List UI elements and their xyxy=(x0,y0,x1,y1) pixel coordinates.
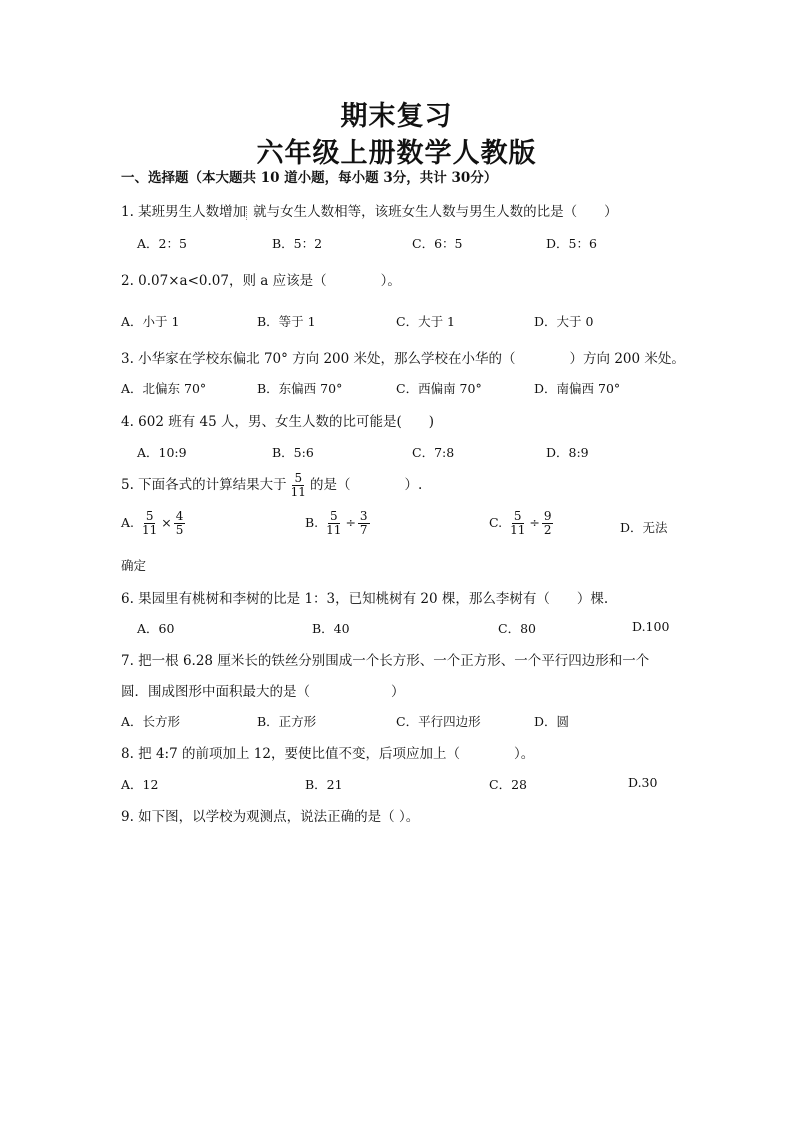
question-5 xyxy=(121,472,422,499)
q6-option-a: A．60 xyxy=(137,621,175,636)
q3-option-c: C．西偏南 70° xyxy=(396,381,482,396)
q8-option-d: D.30 xyxy=(628,775,658,790)
fraction-numerator: 5 xyxy=(329,509,338,523)
question-9: 9. 如下图，以学校为观测点，说法正确的是（ ）。 xyxy=(121,809,420,825)
q2-option-b: B．等于 1 xyxy=(257,314,316,329)
q4-option-d: D．8:9 xyxy=(546,445,589,460)
q3-option-b: B．东偏西 70° xyxy=(257,381,343,396)
question-3: 3. 小华家在学校东偏北 70° 方向 200 米处，那么学校在小华的（ ）方向 200 米处。 xyxy=(121,351,685,367)
question-8: 8. 把 4:7 的前项加上 12，要使比值不变，后项应加上（ ）。 xyxy=(121,746,535,762)
fraction-numerator: 5 xyxy=(145,509,154,523)
fraction-denominator: 2 xyxy=(543,523,552,537)
operator: × xyxy=(161,515,172,530)
q7-option-c: C．平行四边形 xyxy=(396,714,481,729)
q1-option-b: B．5：2 xyxy=(272,236,323,251)
option-label: A. xyxy=(121,515,135,530)
fraction-denominator: 11 xyxy=(326,523,342,537)
fraction-denominator: 7 xyxy=(359,523,368,537)
question-5-text-cont: 的是（ ）. xyxy=(309,477,423,493)
page-title: 期末复习 xyxy=(340,101,453,132)
q8-option-c: C．28 xyxy=(489,777,527,792)
q2-option-a: A．小于 1 xyxy=(121,314,180,329)
fraction-denominator: 11 xyxy=(510,523,526,537)
fraction xyxy=(508,510,527,537)
fraction xyxy=(542,510,554,537)
operator: ÷ xyxy=(529,515,540,530)
q4-option-a: A．10:9 xyxy=(137,445,187,460)
q5-option-c xyxy=(489,510,555,537)
question-1 xyxy=(121,200,618,220)
question-5-text: 5. 下面各式的计算结果大于 xyxy=(121,477,287,493)
q6-option-b: B．40 xyxy=(312,621,350,636)
q1-option-a: A．2：5 xyxy=(137,236,187,251)
question-7: 7. 把一根 6.28 厘米长的铁丝分别围成一个长方形、一个正方形、一个平行四边形和一个 xyxy=(121,653,650,669)
q8-option-a: A．12 xyxy=(121,777,159,792)
question-7-cont: 圆．围成图形中面积最大的是（ ） xyxy=(121,684,405,700)
page-subtitle: 六年级上册数学人教版 xyxy=(256,138,537,169)
q7-option-a: A．长方形 xyxy=(121,714,181,729)
fraction xyxy=(324,510,343,537)
q7-option-d: D．圆 xyxy=(534,714,570,729)
option-label: C. xyxy=(489,515,503,530)
q2-option-d: D．大于 0 xyxy=(534,314,594,329)
section-heading: 一、选择题（本大题共 10 道小题，每小题 3分，共计 30分） xyxy=(121,170,498,186)
q5-option-d-cont: 确定 xyxy=(121,558,147,573)
question-2: 2. 0.07×a<0.07，则 a 应该是（ ）。 xyxy=(121,273,401,289)
question-1-text: 1. 某班男生人数增加 xyxy=(121,204,247,220)
q5-option-a xyxy=(121,510,187,537)
q7-option-b: B．正方形 xyxy=(257,714,317,729)
fraction-numerator: 9 xyxy=(543,509,552,523)
question-6: 6. 果园里有桃树和李树的比是 1：3，已知桃树有 20 棵，那么李树有（ ）棵. xyxy=(121,591,609,607)
fraction-denominator: 11 xyxy=(142,523,158,537)
q6-option-c: C．80 xyxy=(498,621,536,636)
fraction xyxy=(174,510,186,537)
q6-option-d: D.100 xyxy=(632,619,670,634)
fraction-denominator: 5 xyxy=(175,523,184,537)
question-4: 4. 602 班有 45 人，男、女生人数的比可能是( ) xyxy=(121,414,435,430)
q3-option-d: D．南偏西 70° xyxy=(534,381,621,396)
fraction-numerator: 5 xyxy=(294,471,303,485)
q4-option-c: C．7:8 xyxy=(412,445,455,460)
fraction xyxy=(358,510,370,537)
q4-option-b: B．5:6 xyxy=(272,445,314,460)
fraction-numerator: 5 xyxy=(513,509,522,523)
fraction xyxy=(140,510,159,537)
q2-option-c: C．大于 1 xyxy=(396,314,455,329)
q5-option-d: D．无法 xyxy=(620,520,668,535)
question-1-text-cont: 就与女生人数相等，该班女生人数与男生人数的比是（ ） xyxy=(253,204,618,220)
operator: ÷ xyxy=(345,515,356,530)
q1-option-c: C．6：5 xyxy=(412,236,463,251)
q8-option-b: B．21 xyxy=(305,777,343,792)
fraction-denominator: 11 xyxy=(290,485,306,499)
option-label: B. xyxy=(305,515,319,530)
q5-option-b xyxy=(305,510,372,537)
q3-option-a: A．北偏东 70° xyxy=(121,381,207,396)
fraction-numerator: 3 xyxy=(359,509,368,523)
fraction xyxy=(289,472,308,499)
q1-option-d: D．5：6 xyxy=(546,236,597,251)
fraction-numerator: 4 xyxy=(175,509,184,523)
